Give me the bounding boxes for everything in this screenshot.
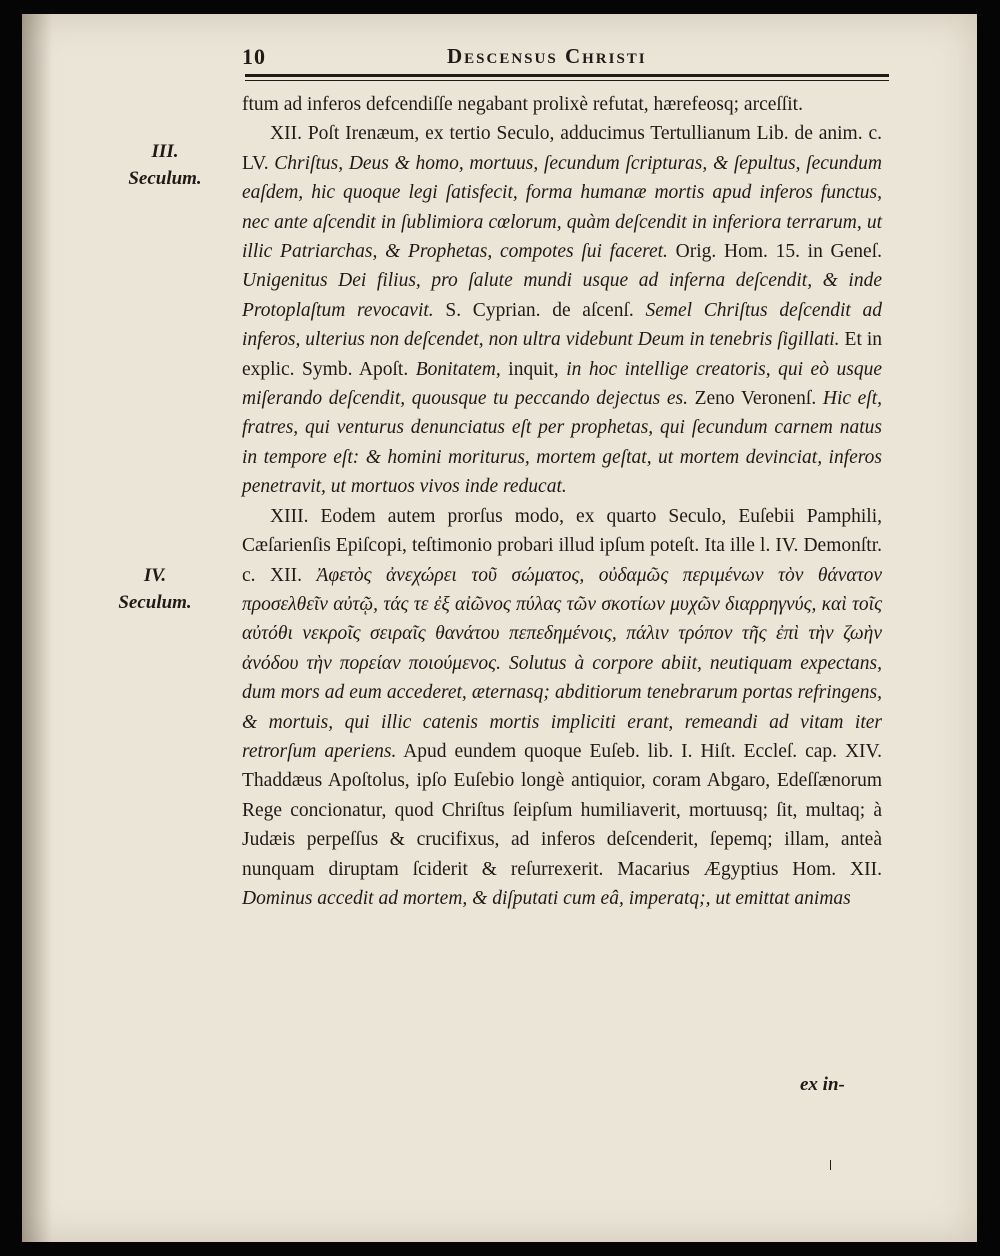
- quote-origen: Unigenitus Dei filius, pro ſalute mundi usque ad inferna deſcendit, & inde Protoplaſtum revocavit.: [242, 270, 882, 321]
- margin-note-third-century: [110, 138, 220, 192]
- ref-cyprian: S. Cyprian. de aſcenſ.: [445, 299, 634, 321]
- paragraph-xiii-lead: XIII. Eodem autem prorſus modo, ex quarto Seculo, Euſebii Pamphili, Cæſarienſis Epiſcopi, teſtimonio probari illud ipſum poteſt. Ita ille l. IV. Demonſtr. c. XII.: [242, 505, 882, 586]
- margin-note-numeral: IV.: [143, 565, 167, 586]
- paragraph-xii-lead: XII. Poſt Irenæum, ex tertio Seculo, adducimus Tertullianum Lib. de anim. c. LV.: [242, 123, 882, 174]
- paragraph-xii: [242, 119, 882, 501]
- ref-origen: Orig. Hom. 15. in Geneſ.: [675, 241, 882, 263]
- quote-tertullian: Chriſtus, Deus & homo, mortuus, ſecundum ſcripturas, & ſepultus, ſecundum eaſdem, hic quoque legi ſatisfecit, forma humanæ mortis apud inferos functus, nec ante aſcendit in ſublimiora cœlorum, quàm deſcendit in inferiora terrarum, ut illic Patriarchas, & Prophetas, compotes ſui faceret.: [242, 152, 882, 263]
- paragraph-continuation: [242, 90, 882, 119]
- quote-eusebius-latin: Solutus à corpore abiit, neutiquam expectans, dum mors ad eum accederet, æternasq; abditiorum tenebrarum portas refringens, & mortuis, qui illic catenis mortis impliciti erant, remeandi ad vitam iter retrorſum aperiens.: [242, 652, 883, 762]
- page-mark: [830, 1160, 831, 1170]
- quote-cyprian: Semel Chriſtus deſcendit ad inferos, ulterius non deſcendet, non ultra videbunt Deum in tenebris ſigillati.: [242, 299, 883, 351]
- paragraph-xiii: [242, 502, 882, 914]
- header-rule: [245, 74, 889, 77]
- margin-note-word: Seculum.: [128, 168, 202, 189]
- page-number: 10: [242, 44, 266, 69]
- quote-bonitatem: Bonitatem,: [415, 358, 501, 380]
- quote-eusebius-greek: Ἀφετὸς ἀνεχώρει τοῦ σώματος, οὐδαμῶς περιμένων τὸν θάνατον προσελθεῖν αὐτῷ, τάς τε ἐξ αἰῶνος πύλας τῶν σκοτίων μυχῶν διαρρηγνύς, καὶ τοῖς αὐτόθι νεκροῖς σειραῖς θανάτου πεπεδημένοις, πάλιν τρόπον τῆς ἐπὶ τὴν ζωὴν ἀνόδου τὴν πορείαν ποιούμενος.: [242, 564, 882, 674]
- body-text: [242, 90, 882, 913]
- ref-zeno: Zeno Veronenſ.: [694, 388, 817, 410]
- spine-shadow: [22, 14, 52, 1242]
- quote-zeno: Hic eſt, fratres, qui venturus denunciatus eſt per prophetas, qui ſecundum carnem natus in tempore eſt: & homini moriturus, mortem geſtat, ut mortem devinciat, inferos penetravit, ut mortuos vivos inde reducat.: [242, 388, 883, 498]
- continuation-text: ftum ad inferos defcendiſſe negabant prolixè refutat, hærefeosq; arceſſit.: [242, 94, 803, 115]
- catchword: ex in-: [800, 1074, 845, 1095]
- ref-thaddaeus: Apud eundem quoque Euſeb. lib. I. Hiſt. Eccleſ. cap. XIV. Thaddæus Apoſtolus, ipſo Euſebio longè antiquior, coram Abgaro, Edeſſænorum Rege concionatur, quod Chriſtus ſeipſum humiliaverit, mortuusq; ſit, multaq; à Judæis perpeſſus & crucifixus, ad inferos deſcenderit, ſepemq; illam, anteà nunquam diruptam ſciderit & reſurrexerit. Macarius Ægyptius Hom. XII.: [242, 740, 882, 880]
- ref-symbol: Et in explic. Symb. Apoſt.: [242, 329, 882, 380]
- quote-macarius: Dominus accedit ad mortem, & diſputati cum eâ, imperatq;, ut emittat animas: [242, 887, 851, 909]
- margin-note-fourth-century: [100, 562, 210, 616]
- running-title: Descensus Christi: [447, 44, 647, 68]
- margin-note-word: Seculum.: [118, 592, 192, 613]
- ref-inquit: inquit,: [508, 358, 559, 380]
- margin-note-numeral: III.: [151, 141, 179, 162]
- header-rule-thin: [245, 80, 889, 81]
- quote-creatoris: in hoc intellige creatoris, qui eò usque miſerando deſcendit, quousque tu peccando dejectus es.: [242, 358, 882, 410]
